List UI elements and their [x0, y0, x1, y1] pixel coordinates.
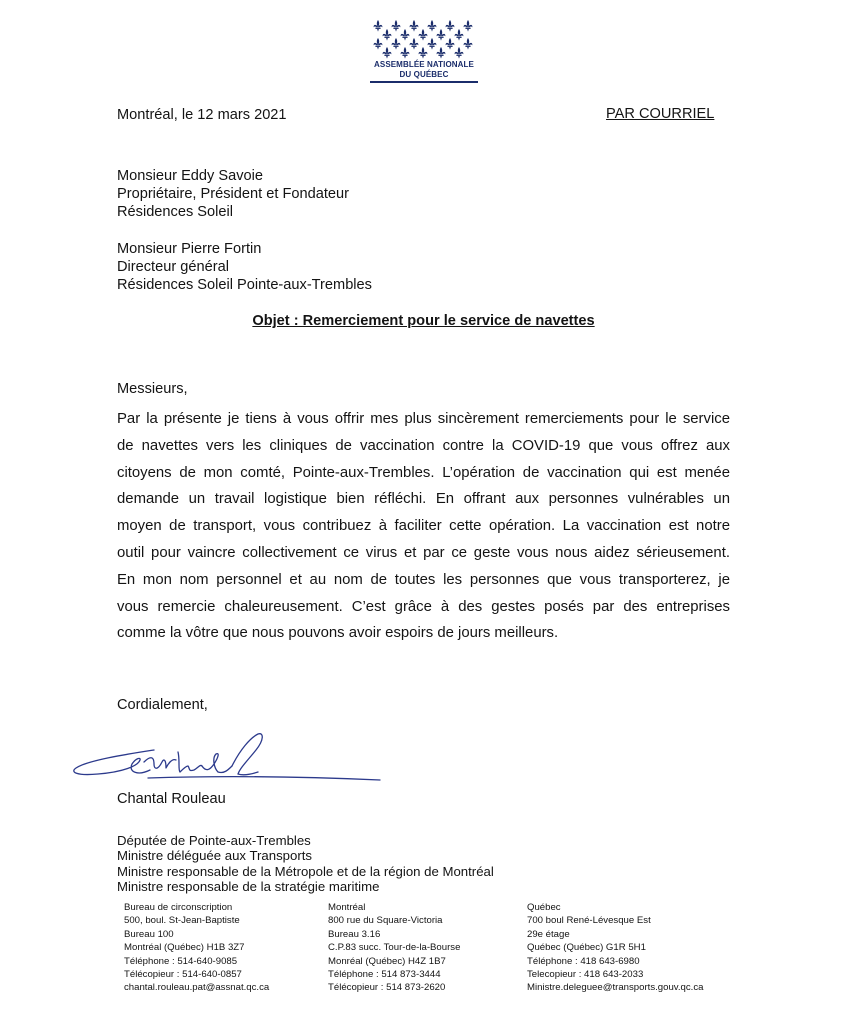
- email-link[interactable]: Ministre.deleguee@transports.gouv.qc.ca: [527, 982, 704, 994]
- address-quebec: [527, 901, 703, 995]
- assemblee-nationale-logo: [368, 18, 480, 86]
- recipient-organization: Résidences Soleil: [117, 204, 234, 220]
- recipient-2: [117, 240, 372, 294]
- signer-title: Ministre déléguée aux Transports: [117, 848, 312, 864]
- address-line: 29e étage: [527, 928, 570, 940]
- logo-text: [370, 60, 478, 80]
- recipient-title: Directeur général: [117, 259, 229, 275]
- address-line: Monréal (Québec) H4Z 1B7: [328, 955, 446, 967]
- address-line: C.P.83 succ. Tour-de-la-Bourse: [328, 942, 461, 954]
- address-line: Télécopieur : 514 873-2620: [328, 982, 446, 994]
- subject-line: Objet : Remerciement pour le service de navettes: [252, 313, 595, 329]
- signer-title: Ministre responsable de la stratégie maritime: [117, 878, 380, 894]
- signer-title: Députée de Pointe-aux-Trembles: [117, 833, 311, 848]
- salutation: Messieurs,: [117, 381, 188, 397]
- body-line: comme la vôtre que nous pouvons avoir espoirs de jours meilleurs.: [117, 625, 559, 642]
- address-line: 700 boul René-Lévesque Est: [527, 915, 651, 927]
- signer-titles: [117, 833, 494, 894]
- email-link[interactable]: chantal.rouleau.pat@assnat.qc.ca: [124, 982, 270, 994]
- address-line: Bureau de circonscription: [124, 902, 233, 913]
- logo-line2: DU QUÉBEC: [399, 70, 449, 79]
- recipient-name: Monsieur Pierre Fortin: [117, 241, 262, 257]
- logo-rule: [370, 81, 478, 83]
- address-line: Québec (Québec) G1R 5H1: [527, 942, 646, 954]
- signer-name: Chantal Rouleau: [117, 791, 226, 807]
- address-circonscription: [124, 901, 269, 995]
- recipient-name: Monsieur Eddy Savoie: [117, 168, 264, 184]
- body-line: vous remercie chaleureusement. C’est grâce à des gestes posés par des entreprises: [117, 598, 730, 615]
- address-line: Téléphone : 514-640-9085: [124, 955, 238, 967]
- address-line: 800 rue du Square-Victoria: [328, 915, 443, 927]
- recipient-1: [117, 167, 349, 221]
- address-line: Telecopieur : 418 643-2033: [527, 969, 644, 981]
- fleur-de-lis-icon: [368, 18, 480, 60]
- body-line: Par la présente je tiens à vous offrir mes plus sincèrement remerciements pour le service: [117, 411, 730, 427]
- address-line: Montréal: [328, 902, 366, 913]
- address-line: Montréal (Québec) H1B 3Z7: [124, 942, 245, 954]
- address-line: Bureau 3.16: [328, 928, 381, 940]
- body-line: demande un travail logistique bien réfléchi. En offrant aux personnes vulnérables un: [117, 491, 730, 508]
- body-line: outil pour vaincre collectivement ce virus et par ce geste vous nous aidez sérieusement.: [117, 544, 730, 561]
- address-montreal: [328, 901, 460, 995]
- address-line: Télécopieur : 514-640-0857: [124, 969, 242, 981]
- body-line: citoyens de mon comté, Pointe-aux-Trembles. L’opération de vaccination qui est menée: [117, 464, 730, 481]
- address-line: 500, boul. St-Jean-Baptiste: [124, 915, 240, 927]
- letter-body: [117, 406, 730, 647]
- date-line: Montréal, le 12 mars 2021: [117, 107, 287, 123]
- address-line: Québec: [527, 902, 561, 913]
- body-line: En mon nom personnel et au nom de toutes les personnes que vous transporterez, je: [117, 571, 730, 588]
- recipient-title: Propriétaire, Président et Fondateur: [117, 186, 350, 202]
- recipient-organization: Résidences Soleil Pointe-aux-Trembles: [117, 277, 372, 293]
- signer-title: Ministre responsable de la Métropole et de la région de Montréal: [117, 863, 494, 879]
- address-line: Bureau 100: [124, 928, 174, 940]
- body-line: moyen de transport, vous contribuez à faciliter cette opération. La vaccination est notre: [117, 518, 730, 535]
- logo-line1: ASSEMBLÉE NATIONALE: [374, 60, 474, 69]
- delivery-method: PAR COURRIEL: [606, 106, 715, 122]
- body-line: de navettes vers les cliniques de vaccination contre la COVID-19 que vous offrez aux: [117, 437, 730, 454]
- address-line: Téléphone : 514 873-3444: [328, 969, 441, 981]
- handwritten-signature: [68, 730, 384, 794]
- closing: Cordialement,: [117, 697, 208, 713]
- address-line: Téléphone : 418 643-6980: [527, 955, 640, 967]
